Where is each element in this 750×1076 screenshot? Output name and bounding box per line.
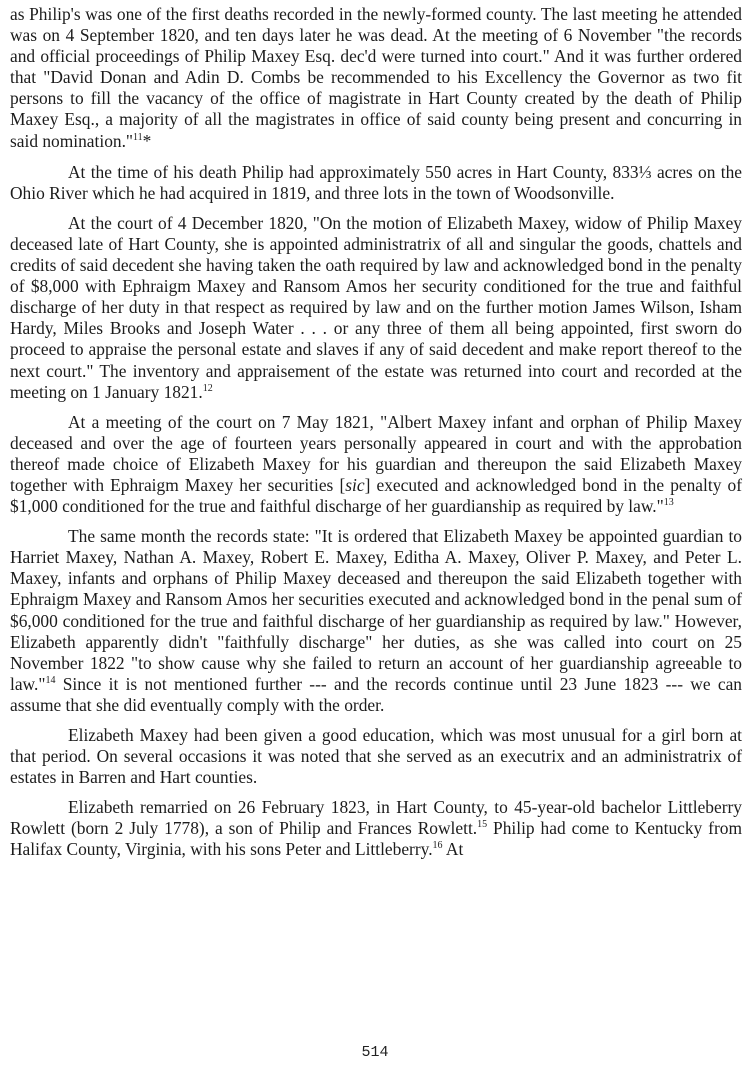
text-run: At the court of 4 December 1820, "On the motion of Elizabeth Maxey, widow of Philip Maxey deceased late of Hart County, she is appointed administratrix of all and singular the goods, chattels and credits of said decedent she having taken the oath required by law and acknowledged bond in the penalty of $8,000 with Ephraigm Maxey and Ransom Amos her security conditioned for the true and faithful discharge of her duty in that respect as required by law and on the further motion James Wilson, Isham Hardy, Miles Brooks and Joseph Water . . . or any three of them all being appointed, first sworn do proceed to appraise the personal estate and slaves if any of said decedent and make report thereof to the next court." The inventory and appraisement of the estate was returned into court and recorded at the meeting on 1 January 1821.: [10, 212, 742, 402]
body-text: [10, 4, 742, 870]
text-run: Since it is not mentioned further --- and the records continue until 23 June 1823 --- we can assume that she did eventually comply with the order.: [10, 673, 742, 715]
text-run: Philip had come to Kentucky from Halifax County, Virginia, with his sons Peter and Littleberry.: [10, 818, 742, 860]
paragraph-3: [10, 213, 742, 403]
text-run: At a meeting of the court on 7 May 1821, "Albert Maxey infant and orphan of Philip Maxey deceased and over the age of fourteen years personally appeared in court and with the approbation thereof made choice of Elizabeth Maxey for his guardian and thereupon the said Elizabeth Maxey together with Ephraigm Maxey her securities [: [10, 411, 742, 495]
text-run: Elizabeth remarried on 26 February 1823, in Hart County, to 45-year-old bachelor Littleberry Rowlett (born 2 July 1778), a son of Philip and Frances Rowlett.: [10, 797, 742, 839]
paragraph-4: [10, 412, 742, 517]
paragraph-6: [10, 725, 742, 788]
italic-text: sic: [345, 474, 365, 495]
footnote-ref: 12: [202, 382, 213, 394]
text-run: *: [142, 130, 152, 151]
footnote-ref: 11: [133, 131, 143, 143]
text-run: At: [442, 839, 464, 860]
footnote-ref: 15: [477, 819, 488, 831]
paragraph-5: [10, 526, 742, 716]
text-run: Elizabeth Maxey had been given a good education, which was most unusual for a girl born at that period. On several occasions it was noted that she served as an executrix and an administratrix of estates in Barren and Hart counties.: [10, 725, 742, 788]
text-run: as Philip's was one of the first deaths recorded in the newly-formed county. The last meeting he attended was on 4 September 1820, and ten days later he was dead. At the meeting of 6 November "the records and official proceedings of Philip Maxey Esq. dec'd were turned into court." And it was further ordered that "David Donan and Adin D. Combs be recommended to his Excellency the Governor as two fit persons to fill the vacancy of the office of magistrate in Hart County created by the death of Philip Maxey Esq., a majority of all the magistrates in office of said county being present and concurring in said nomination.": [10, 4, 742, 151]
text-run: ] executed and acknowledged bond in the penalty of $1,000 conditioned for the true and faithful discharge of her guardianship as required by law.": [10, 474, 743, 517]
paragraph-1: [10, 4, 742, 152]
text-run: At the time of his death Philip had approximately 550 acres in Hart County, 833⅓ acres on the Ohio River which he had acquired in 1819, and three lots in the town of Woodsonville.: [10, 161, 742, 203]
page-number: 514: [361, 1044, 389, 1061]
paragraph-2: [10, 162, 742, 204]
footnote-ref: 14: [45, 675, 56, 687]
footnote-ref: 16: [432, 840, 443, 852]
text-run: The same month the records state: "It is ordered that Elizabeth Maxey be appointed guardian to Harriet Maxey, Nathan A. Maxey, Robert E. Maxey, Editha A. Maxey, Oliver P. Maxey, and Peter L. Maxey, infants and orphans of Philip Maxey deceased and thereupon the said Elizabeth together with Ephraigm Maxey and Ransom Amos her securities executed and acknowledged bond in the penal sum of $6,000 conditioned for the true and faithful discharge of her guardianship as required by law." However, Elizabeth apparently didn't "faithfully discharge" her duties, as she was called into court on 25 November 1822 "to show cause why she failed to return an account of her guardianship agreeable to law.": [10, 526, 742, 694]
paragraph-7: [10, 797, 742, 860]
footnote-ref: 13: [663, 497, 674, 509]
